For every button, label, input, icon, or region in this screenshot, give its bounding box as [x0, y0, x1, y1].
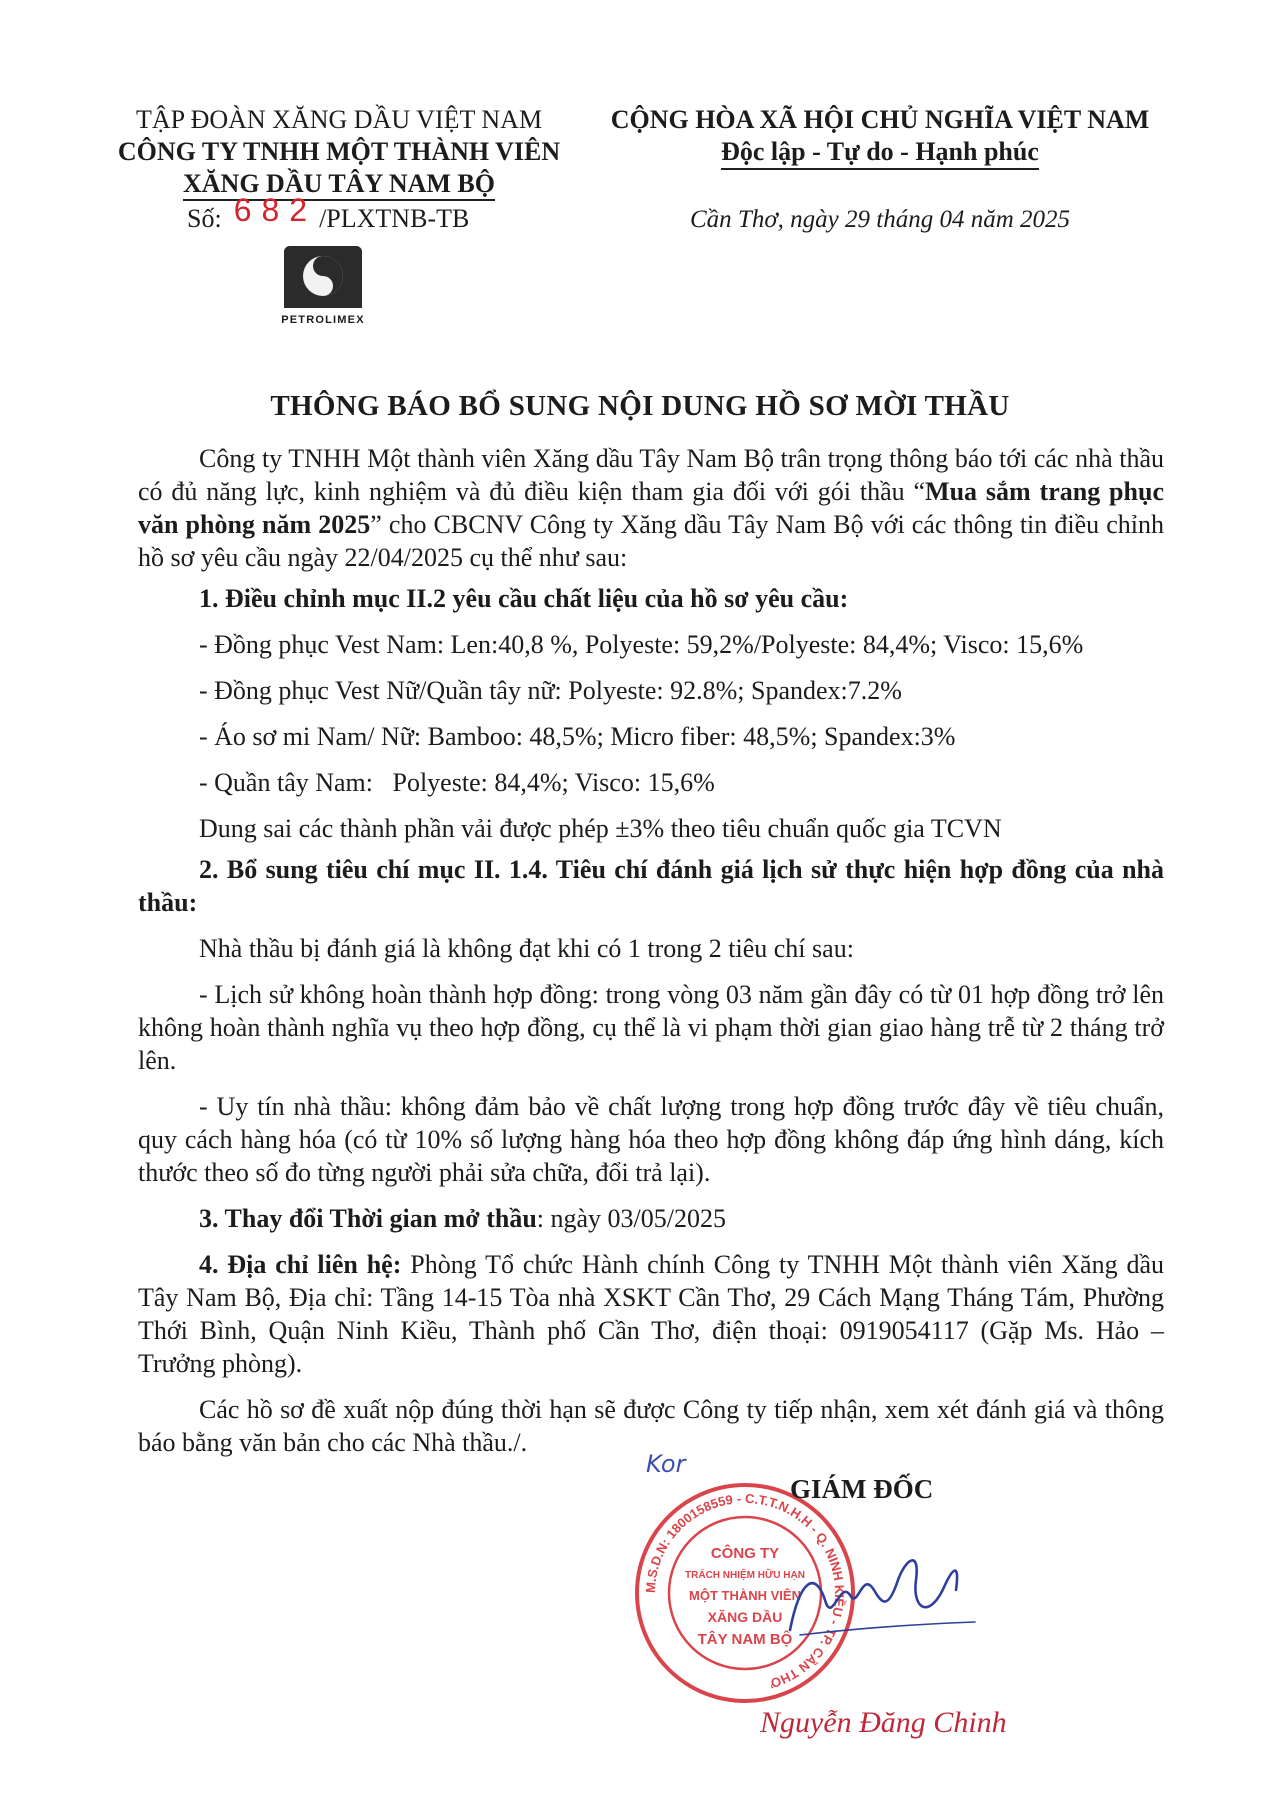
- stamp-line3: MỘT THÀNH VIÊN: [689, 1588, 801, 1603]
- doc-no-value: 682: [233, 192, 318, 228]
- petrolimex-logo: [268, 246, 378, 326]
- section2-heading: 2. Bổ sung tiêu chí mục II. 1.4. Tiêu chí đánh giá lịch sử thực hiện hợp đồng của nhà thầu:: [138, 855, 1164, 917]
- stamp-line5: TÂY NAM BỘ: [697, 1631, 793, 1648]
- intro-paragraph: [138, 442, 1164, 574]
- intro-text-1: Công ty TNHH Một thành viên Xăng dầu Tây Nam Bộ trân trọng thông báo tới các nhà thầu có đủ năng lực, kinh nghiệm và đủ điều kiện tham gia đối với gói thầu “: [138, 444, 1164, 506]
- nation-title: CỘNG HÒA XÃ HỘI CHỦ NGHĨA VIỆT NAM: [610, 105, 1150, 134]
- initials-mark: Kor: [646, 1450, 686, 1478]
- signer-name: Nguyễn Đăng Chinh: [760, 1706, 1007, 1739]
- section3: [138, 1202, 1164, 1235]
- doc-no-suffix: /PLXTNB-TB: [319, 204, 470, 233]
- stamp-line1: CÔNG TY: [710, 1545, 780, 1562]
- closing-paragraph: Các hồ sơ đề xuất nộp đúng thời hạn sẽ được Công ty tiếp nhận, xem xét đánh giá và thông báo bằng văn bản cho các Nhà thầu./.: [138, 1395, 1164, 1457]
- material-item: - Áo sơ mi Nam/ Nữ: Bamboo: 48,5%; Micro fiber: 48,5%; Spandex:3%: [199, 722, 956, 751]
- intro-text-2: ” cho CBCNV Công ty Xăng dầu Tây Nam Bộ với các thông tin điều chỉnh hồ sơ yêu cầu ngày 22/04/2025 cụ thể như sau:: [138, 510, 1164, 572]
- doc-no-prefix: Số:: [187, 204, 222, 233]
- section3-value: : ngày 03/05/2025: [536, 1204, 727, 1233]
- tolerance-note: Dung sai các thành phần vải được phép ±3% theo tiêu chuẩn quốc gia TCVN: [199, 814, 1002, 843]
- material-item: - Đồng phục Vest Nữ/Quần tây nữ: Polyeste: 92.8%; Spandex:7.2%: [199, 676, 902, 705]
- logo-text: PETROLIMEX: [281, 314, 365, 326]
- document-body: [138, 442, 1164, 1459]
- stamp-ring-text: M.S.D.N: 1800158559 - C.T.T.N.H.H - Q. NINH KIỀU - TP. CẦN THƠ: [642, 1490, 848, 1692]
- national-header: [600, 104, 1160, 168]
- section4-value: Phòng Tổ chức Hành chính Công ty TNHH Một thành viên Xăng dầu Tây Nam Bộ, Địa chỉ: Tầng 14-15 Tòa nhà XSKT Cần Thơ, 29 Cách Mạng Tháng Tám, Phường Thới Bình, Quận Ninh Kiều, Thành phố Cần Thơ, điện thoại: 0919054117 (Gặp Ms. Hảo – Trưởng phòng).: [138, 1250, 1164, 1378]
- section4-heading: 4. Địa chỉ liên hệ:: [199, 1250, 402, 1279]
- handwritten-signature: [770, 1540, 980, 1650]
- section4: [138, 1248, 1164, 1380]
- section2-lead: Nhà thầu bị đánh giá là không đạt khi có 1 trong 2 tiêu chí sau:: [199, 934, 854, 963]
- parent-organization: TẬP ĐOÀN XĂNG DẦU VIỆT NAM: [135, 105, 543, 134]
- company-name-line2: [100, 168, 578, 200]
- company-name-line1: CÔNG TY TNHH MỘT THÀNH VIÊN: [117, 137, 561, 166]
- stamp-line2: TRÁCH NHIỆM HỮU HẠN: [685, 1570, 805, 1581]
- document-number: [187, 192, 470, 235]
- package-name: Mua sắm trang phục văn phòng năm 2025: [138, 477, 1164, 539]
- material-item: - Quần tây Nam: Polyeste: 84,4%; Visco: 15,6%: [199, 768, 715, 797]
- place-date: Cần Thơ, ngày 29 tháng 04 năm 2025: [689, 206, 1071, 233]
- section1-heading: 1. Điều chỉnh mục II.2 yêu cầu chất liệu của hồ sơ yêu cầu:: [199, 584, 849, 613]
- stamp-line4: XĂNG DẦU: [707, 1609, 783, 1625]
- material-item: - Đồng phục Vest Nam: Len:40,8 %, Polyeste: 59,2%/Polyeste: 84,4%; Visco: 15,6%: [199, 630, 1084, 659]
- section3-heading: 3. Thay đổi Thời gian mở thầu: [199, 1204, 537, 1233]
- criterion-2: - Uy tín nhà thầu: không đảm bảo về chất lượng trong hợp đồng trước đây về tiêu chuẩn, quy cách hàng hóa (có từ 10% số lượng hàng hóa theo hợp đồng không đáp ứng hình dáng, kích thước theo số đo từng người phải sửa chữa, đổi trả lại).: [138, 1092, 1164, 1187]
- signer-title: GIÁM ĐỐC: [790, 1474, 934, 1504]
- company-name-line2-text: XĂNG DẦU TÂY NAM BỘ: [183, 169, 495, 201]
- document-title: THÔNG BÁO BỔ SUNG NỘI DUNG HỒ SƠ MỜI THẦU: [270, 390, 1010, 422]
- national-motto: [600, 136, 1160, 168]
- criterion-1: - Lịch sử không hoàn thành hợp đồng: trong vòng 03 năm gần đây có từ 01 hợp đồng trở lên không hoàn thành nghĩa vụ theo hợp đồng, cụ thể là vi phạm thời gian giao hàng trễ từ 2 tháng trở lên.: [138, 980, 1164, 1075]
- petrolimex-logo-icon: [284, 246, 362, 308]
- national-motto-text: Độc lập - Tự do - Hạnh phúc: [721, 137, 1039, 170]
- issuer-header: [100, 104, 578, 200]
